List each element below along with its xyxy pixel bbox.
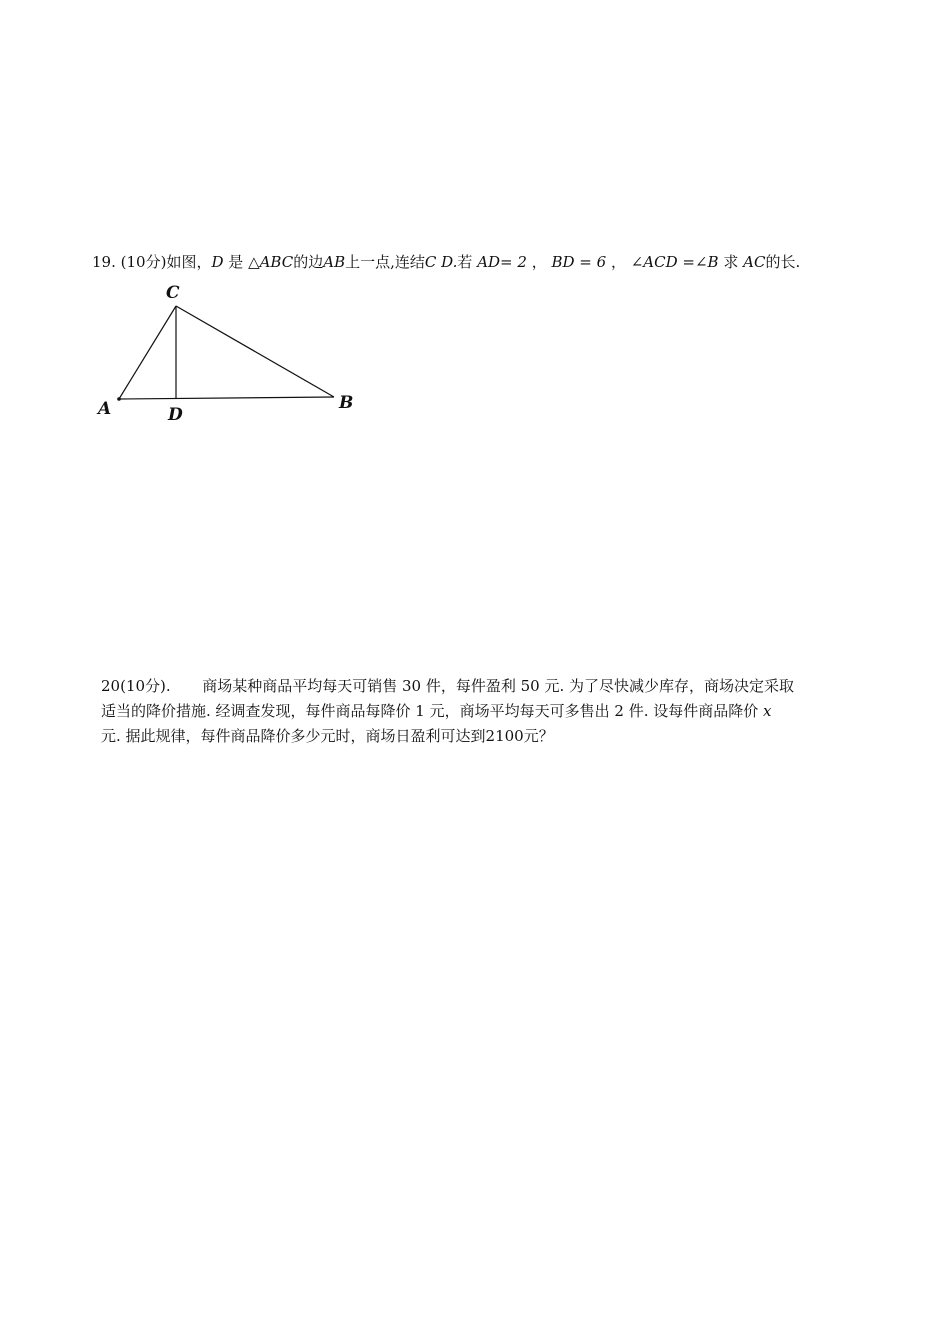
label-a: A: [98, 399, 112, 419]
text-if: 若: [457, 253, 473, 271]
segment-ac: [119, 306, 176, 399]
question-intro: 如图，: [166, 253, 212, 271]
point-a-dot: [117, 397, 121, 401]
text-on-point: 上一点,连结: [345, 253, 425, 271]
var-AB: AB: [323, 253, 346, 271]
q20-line-3: [101, 724, 871, 749]
var-x: x: [763, 702, 772, 720]
var-AC: AC: [743, 253, 766, 271]
var-D: D: [211, 253, 224, 271]
q20-line-1: [101, 674, 871, 699]
var-CD: C D.: [424, 253, 458, 271]
label-b: B: [339, 393, 354, 413]
triangle-figure: [90, 278, 370, 428]
eq-BD: BD = 6: [551, 253, 607, 271]
label-d: D: [168, 405, 183, 425]
q20-head: 20(10分).: [101, 677, 171, 695]
question-number: 19.: [92, 253, 116, 271]
text-ask: 求: [723, 253, 739, 271]
q20-line2-text: 适当的降价措施. 经调查发现，每件商品每降价 1 元，商场平均每天可多售出 2 件. 设每件商品降价: [101, 702, 759, 720]
q20-line1-text: 商场某种商品平均每天可销售 30 件，每件盈利 50 元. 为了尽快减少库存，商场决定采取: [202, 677, 795, 695]
q20-line3-text: 元. 据此规律，每件商品降价多少元时，商场日盈利可达到2100元？: [101, 727, 554, 745]
text-side-of: 的边: [293, 253, 324, 271]
text-is: 是: [228, 253, 244, 271]
eq-angle: ∠ACD =∠B: [630, 253, 719, 271]
question-20: [101, 674, 871, 749]
text-tail: 的长.: [765, 253, 801, 271]
label-c: C: [166, 283, 180, 303]
segment-cb: [176, 306, 334, 397]
question-19: 19. (10分)如图，D 是 △ABC的边AB上一点,连结C D.若 AD= 2 ， BD = 6 ， ∠ACD =∠B 求 AC的长.: [92, 253, 801, 271]
triangle-abc: △ABC: [248, 253, 294, 271]
q20-line-2: [101, 699, 871, 724]
eq-AD: AD= 2: [477, 253, 527, 271]
segment-ab: [119, 397, 334, 399]
question-score: (10分): [120, 253, 167, 271]
